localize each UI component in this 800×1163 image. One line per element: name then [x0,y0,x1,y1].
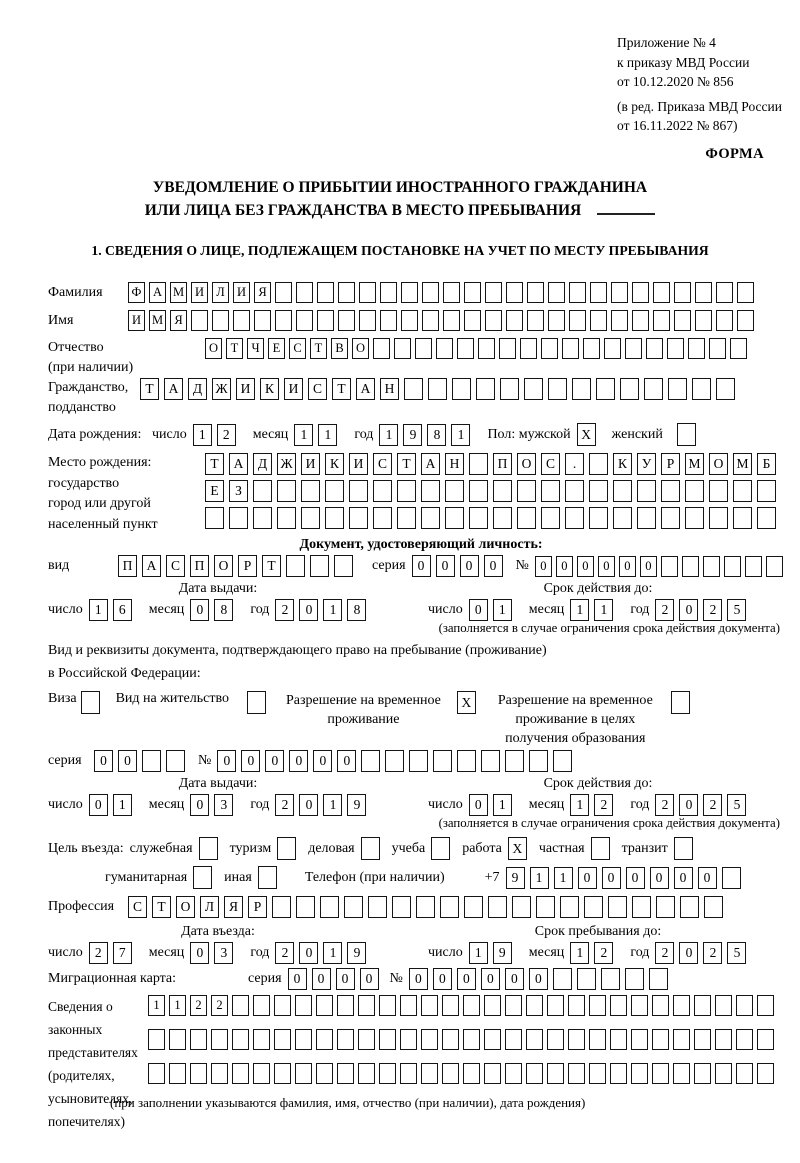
issue-month-cells[interactable]: 0 8 [190,599,238,621]
name-row [48,310,794,331]
residence-permit-checkbox[interactable] [247,691,266,714]
number-label: № [198,753,212,768]
birth-place-row-3[interactable] [205,507,781,529]
day-label: число [48,602,83,617]
sex-male-checkbox[interactable]: X [577,423,596,446]
residence-number-cells[interactable]: 0 0 0 0 0 0 [217,750,577,772]
valid-until-heading: Срок действия до: [543,776,653,791]
identity-doc-dates [48,581,794,621]
migration-card-row [48,968,794,990]
patronymic-label-note: (при наличии) [48,360,134,375]
valid-year-cells[interactable]: 2 0 2 5 [655,599,751,621]
purpose-row-1 [48,837,794,860]
citizenship-cells[interactable]: Т А Д Ж И К И С Т А Н [140,378,740,400]
day-label: число [48,945,83,960]
month-label: месяц [148,797,185,812]
valid-until-heading: Срок действия до: [543,581,653,596]
day-label: число [428,797,463,812]
edition-line-1: (в ред. Приказа МВД России [617,98,782,114]
stay-until-group [428,924,768,964]
purpose-private-checkbox[interactable] [591,837,610,860]
citizenship-row [48,378,794,418]
patronymic-cells[interactable]: О Т Ч Е С Т В О [205,338,751,359]
purpose-tourism-checkbox[interactable] [277,837,296,860]
issue-date-heading: Дата выдачи: [178,776,258,791]
phone-cells[interactable]: 9 1 1 0 0 0 0 0 0 [506,867,746,889]
res-valid-month-cells[interactable]: 1 2 [570,794,618,816]
residence-permit-label: Вид на жительство [115,691,229,706]
form-title [0,177,800,222]
sex-female-label: женский [611,426,663,442]
issue-day-cells[interactable]: 1 6 [89,599,137,621]
res-issue-year-cells[interactable]: 2 0 1 9 [275,794,371,816]
issue-year-cells[interactable]: 2 0 1 8 [275,599,371,621]
form-label: ФОРМА [705,146,764,162]
year-label: год [354,426,374,442]
representatives-rows [148,995,794,1097]
appendix-line-2: к приказу МВД России [617,54,750,70]
section1-heading: 1. СВЕДЕНИЯ О ЛИЦЕ, ПОДЛЕЖАЩЕМ ПОСТАНОВКЕ НА УЧЕТ ПО МЕСТУ ПРЕБЫВАНИЯ [91,243,709,258]
number-label: № [389,971,403,986]
title-blank-underline [597,213,655,215]
year-label: год [250,945,270,960]
purpose-humanitarian-label: гуманитарная [105,869,188,885]
purpose-official-checkbox[interactable] [199,837,218,860]
restriction-note: (заполняется в случае ограничения срока действия документа) [438,621,780,635]
temp-residence-checkbox[interactable]: X [457,691,476,714]
valid-month-cells[interactable]: 1 1 [570,599,618,621]
form-body [48,276,794,1129]
entry-date-group [48,924,388,964]
doc-kind-cells[interactable]: П А С П О Р Т [118,555,358,577]
series-label: серия [248,971,282,986]
birth-year-cells[interactable]: 1 9 8 1 [379,424,475,446]
entry-year-cells[interactable]: 2 0 1 9 [275,942,371,964]
purpose-official-label: служебная [129,840,193,856]
edu-residence-checkbox[interactable] [671,691,690,714]
form-title-line-2: ИЛИ ЛИЦА БЕЗ ГРАЖДАНСТВА В МЕСТО ПРЕБЫВАНИЯ [0,200,800,223]
visa-label: Виза [48,691,77,706]
res-valid-day-cells[interactable]: 0 1 [469,794,517,816]
month-label: месяц [252,426,289,442]
year-label: год [250,602,270,617]
edition-line-2: от 16.11.2022 № 867) [617,118,738,133]
purpose-row-2 [105,866,794,889]
purpose-label: Цель въезда: [48,840,124,856]
migration-number-cells[interactable]: 0 0 0 0 0 0 [409,968,673,990]
residence-doc-series-row [48,750,794,772]
residence-doc-intro: Вид и реквизиты документа, подтверждающего право на пребывание (проживание) в Российской Федерации: [48,643,547,681]
appendix-block [617,33,782,136]
representatives-row-1[interactable]: 1 1 2 2 [148,995,778,1016]
year-label: год [630,797,650,812]
valid-until-group [428,776,768,816]
appendix-line-3: от 10.12.2020 № 856 [617,74,734,89]
representatives-block [48,995,794,1129]
month-label: месяц [148,602,185,617]
month-label: месяц [528,945,565,960]
surname-label: Фамилия [48,284,103,300]
form-title-line-1: УВЕДОМЛЕНИЕ О ПРИБЫТИИ ИНОСТРАННОГО ГРАЖДАНИНА [152,179,648,196]
purpose-study-label: учеба [391,840,426,856]
phone-label: Телефон (при наличии) [304,869,445,885]
residence-doc-dates [48,776,794,816]
stay-day-cells[interactable]: 1 9 [469,942,517,964]
day-label: число [428,602,463,617]
purpose-business-label: деловая [308,840,355,856]
birth-place-rows [205,453,781,534]
profession-label: Профессия [48,899,115,914]
doc-series-label: серия [372,558,406,573]
representatives-label: Сведения о законных представителях (родителях, усыновителях, попечителях) [48,999,138,1129]
issue-date-group [48,776,388,816]
day-label: число [152,426,187,442]
purpose-other-checkbox[interactable] [258,866,277,889]
purpose-study-checkbox[interactable] [431,837,450,860]
profession-cells[interactable]: С Т О Л Я Р [128,896,728,918]
month-label: месяц [528,797,565,812]
residence-doc-options [48,691,794,748]
birth-month-cells[interactable]: 1 1 [294,424,342,446]
doc-series-cells[interactable]: 0 0 0 0 [412,555,508,577]
surname-row [48,282,794,303]
identity-doc-heading: Документ, удостоверяющий личность: [299,537,543,552]
name-label: Имя [48,312,74,328]
res-valid-year-cells[interactable]: 2 0 2 5 [655,794,751,816]
entry-day-cells[interactable]: 2 7 [89,942,137,964]
edu-residence-label: Разрешение на временное проживание в целях получения образования [497,693,653,746]
birth-place-row-1[interactable]: Т А Д Ж И К И С Т А Н П О С . К У Р М О М Б [205,453,781,475]
valid-until-group [428,581,768,621]
name-cells[interactable]: И М Я [128,310,758,331]
citizenship-label: Гражданство, подданство [48,380,129,415]
entry-month-cells[interactable]: 0 3 [190,942,238,964]
patronymic-label: Отчество (при наличии) [48,340,134,375]
phone-prefix: +7 [484,869,500,885]
birth-place-row-2[interactable]: Е З [205,480,781,502]
purpose-work-label: работа [462,840,502,856]
identity-doc-row [48,555,794,577]
res-issue-day-cells[interactable]: 0 1 [89,794,137,816]
doc-number-cells[interactable]: 0 0 0 0 0 0 [535,556,787,577]
birth-place-label: Место рождения: государство город или другой населенный пункт [48,455,158,532]
year-label: год [250,797,270,812]
birth-date-row [48,423,794,446]
migration-card-label: Миграционная карта: [48,971,177,986]
temp-residence-label: Разрешение на временное проживание [285,693,441,727]
representatives-row-3[interactable] [148,1063,778,1084]
issue-date-group [48,581,388,621]
purpose-tourism-label: туризм [229,840,272,856]
stay-month-cells[interactable]: 1 2 [570,942,618,964]
series-label: серия [48,753,82,768]
stay-until-heading: Срок пребывания до: [534,924,662,939]
purpose-humanitarian-checkbox[interactable] [193,866,212,889]
issue-date-heading: Дата выдачи: [178,581,258,596]
purpose-private-label: частная [538,840,585,856]
profession-row [48,896,794,918]
valid-day-cells[interactable]: 0 1 [469,599,517,621]
sex-male-label: Пол: мужской [487,426,571,442]
representatives-note: (при заполнении указываются фамилия, имя, отчество (при наличии), дата рождения) [110,1095,586,1110]
birth-place-block [48,453,794,535]
migration-series-cells[interactable]: 0 0 0 0 [288,968,384,990]
appendix-line-1: Приложение № 4 [617,35,716,50]
doc-kind-label: вид [48,558,70,573]
surname-cells[interactable]: Ф А М И Л И Я [128,282,758,303]
day-label: число [48,797,83,812]
doc-number-label: № [515,558,529,573]
res-issue-month-cells[interactable]: 0 3 [190,794,238,816]
year-label: год [630,602,650,617]
stay-year-cells[interactable]: 2 0 2 5 [655,942,751,964]
day-label: число [428,945,463,960]
residence-series-cells[interactable]: 0 0 [94,750,190,772]
sex-female-checkbox[interactable] [677,423,696,446]
month-label: месяц [148,945,185,960]
month-label: месяц [528,602,565,617]
purpose-other-label: иная [224,869,252,885]
purpose-work-checkbox[interactable]: X [508,837,527,860]
patronymic-row [48,338,794,378]
purpose-transit-checkbox[interactable] [674,837,693,860]
year-label: год [630,945,650,960]
restriction-note: (заполняется в случае ограничения срока действия документа) [438,816,780,830]
visa-checkbox[interactable] [81,691,100,714]
entry-date-heading: Дата въезда: [181,924,255,939]
purpose-business-checkbox[interactable] [361,837,380,860]
purpose-transit-label: транзит [621,840,668,856]
representatives-row-2[interactable] [148,1029,778,1050]
entry-stay-dates [48,924,794,964]
birth-date-label: Дата рождения: [48,426,142,442]
birth-day-cells[interactable]: 1 2 [193,424,241,446]
